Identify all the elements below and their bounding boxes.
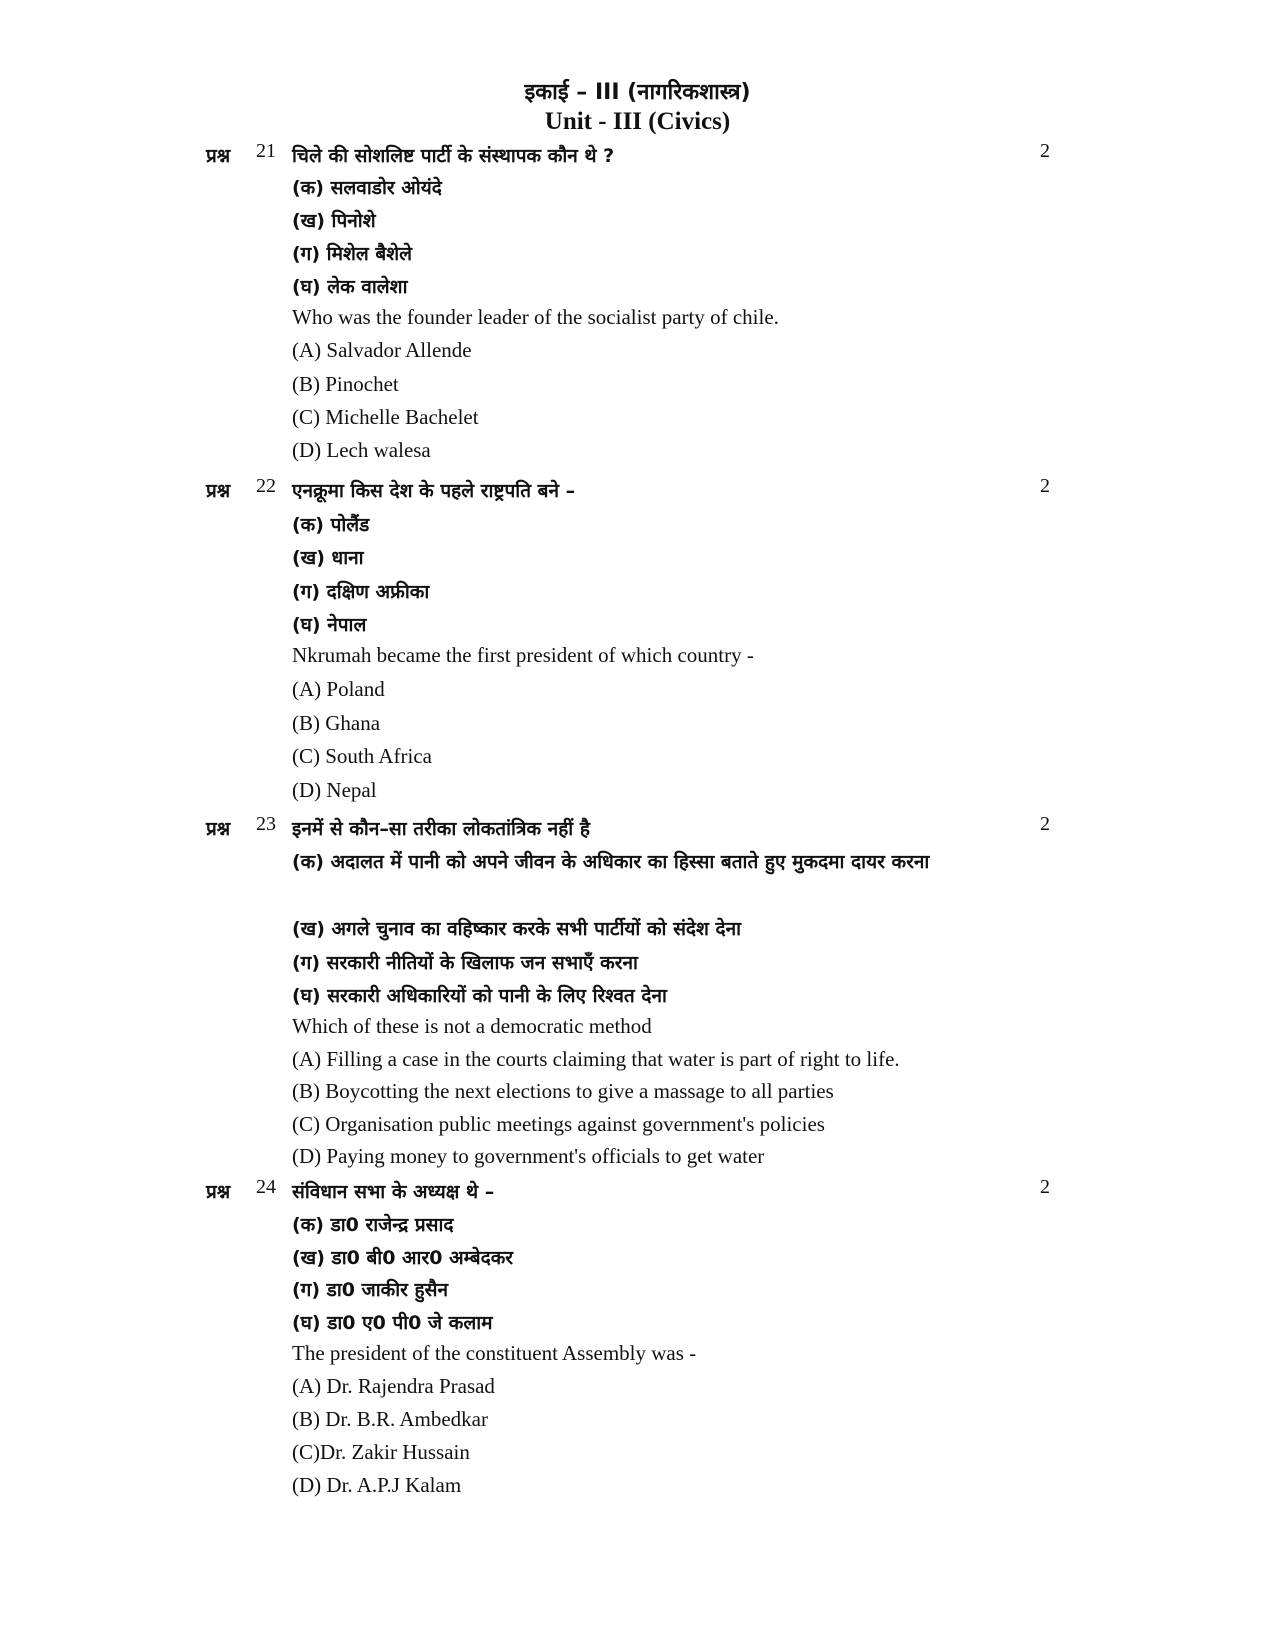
option-english-c: (C)Dr. Zakir Hussain [292,1440,470,1464]
question-text-hindi: चिले की सोशलिष्ट पार्टी के संस्थापक कौन थे ? [292,145,615,167]
option-hindi-kha: (ख) डा0 बी0 आर0 अम्बेदकर [292,1247,514,1269]
option-english-c: (C) Michelle Bachelet [292,405,479,429]
option-hindi-kha: (ख) अगले चुनाव का वहिष्कार करके सभी पार्टीयों को संदेश देना [292,918,742,940]
option-english-b: (B) Boycotting the next elections to give a massage to all parties [292,1079,834,1103]
option-hindi-ga: (ग) मिशेल बैशेले [292,243,413,265]
unit-heading-hindi: इकाई – III (नागरिकशास्त्र) [524,80,751,105]
question-marks: 2 [1040,475,1050,497]
option-english-d: (D) Nepal [292,778,377,802]
option-hindi-ka: (क) पोलैंड [292,514,370,536]
option-english-c: (C) Organisation public meetings against government's policies [292,1112,825,1136]
question-marks: 2 [1040,140,1050,162]
option-english-d: (D) Paying money to government's officials to get water [292,1144,765,1168]
option-hindi-gha: (घ) लेक वालेशा [292,276,408,298]
question-marks: 2 [1040,1176,1050,1198]
question-marks: 2 [1040,813,1050,835]
question-text-english: Who was the founder leader of the socialist party of chile. [292,305,779,329]
option-english-a: (A) Salvador Allende [292,338,472,362]
question-label: प्रश्न [206,818,231,840]
option-hindi-gha: (घ) सरकारी अधिकारियों को पानी के लिए रिश्वत देना [292,985,667,1007]
unit-heading-english: Unit - III (Civics) [544,108,731,135]
question-text-english: Nkrumah became the first president of which country - [292,643,754,667]
question-text-hindi: एनक्रूमा किस देश के पहले राष्ट्रपति बने – [292,480,576,502]
option-english-d: (D) Lech walesa [292,438,431,462]
question-number: 23 [256,813,276,835]
question-number: 22 [256,475,276,497]
option-hindi-gha: (घ) डा0 ए0 पी0 जे कलाम [292,1312,493,1334]
option-hindi-ka: (क) अदालत में पानी को अपने जीवन के अधिकार का हिस्सा बताते हुए मुकदमा दायर करना [292,851,930,873]
question-text-hindi: संविधान सभा के अध्यक्ष थे – [292,1181,495,1203]
question-label: प्रश्न [206,480,231,502]
option-english-b: (B) Ghana [292,711,381,735]
option-hindi-ga: (ग) डा0 जाकीर हुसैन [292,1279,448,1301]
question-label: प्रश्न [206,145,231,167]
option-hindi-ga: (ग) सरकारी नीतियों के खिलाफ जन सभाएँ करना [292,952,638,974]
question-text-english: Which of these is not a democratic method [292,1014,652,1038]
option-english-a: (A) Dr. Rajendra Prasad [292,1374,495,1398]
option-english-b: (B) Pinochet [292,372,399,396]
option-english-d: (D) Dr. A.P.J Kalam [292,1473,462,1497]
question-number: 24 [256,1176,276,1198]
option-english-a: (A) Poland [292,677,385,701]
option-hindi-ka: (क) डा0 राजेन्द्र प्रसाद [292,1214,454,1236]
question-number: 21 [256,140,276,162]
option-hindi-ga: (ग) दक्षिण अफ्रीका [292,581,430,603]
option-hindi-gha: (घ) नेपाल [292,614,367,636]
question-text-hindi: इनमें से कौन–सा तरीका लोकतांत्रिक नहीं है [292,818,590,840]
option-english-b: (B) Dr. B.R. Ambedkar [292,1407,488,1431]
option-hindi-kha: (ख) धाना [292,547,364,569]
option-hindi-ka: (क) सलवाडोर ओयंदे [292,177,442,199]
option-hindi-kha: (ख) पिनोशे [292,210,376,232]
question-text-english: The president of the constituent Assembly was - [292,1341,697,1365]
option-english-c: (C) South Africa [292,744,432,768]
question-label: प्रश्न [206,1181,231,1203]
option-english-a: (A) Filling a case in the courts claiming that water is part of right to life. [292,1047,900,1071]
